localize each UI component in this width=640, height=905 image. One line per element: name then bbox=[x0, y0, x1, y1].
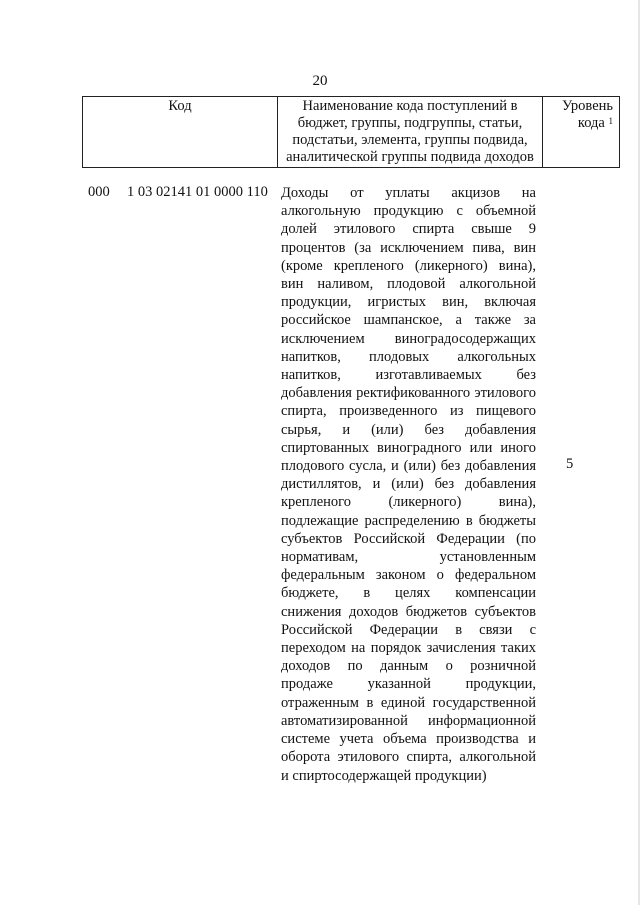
header-row bbox=[83, 97, 620, 168]
code-level: 5 bbox=[566, 456, 574, 472]
page-number: 20 bbox=[312, 73, 328, 89]
header-level bbox=[543, 97, 620, 168]
income-description: Доходы от уплаты акцизов на алкогольную продукцию с объемной долей этилового спирта свыше 9 процентов (за исключением пива, вин (кроме крепленого (ликерного) вина), вин наливом, плодовой алкогольной продукции, игристых вин, включая российское шампанское, а также за исключением виноградосодержащих напитков, плодовых алкогольных напитков, изготавливаемых без добавления ректификованного этилового спирта, произведенного из пищевого сырья, и (или) без добавления спиртованных виноградного или иного плодового сусла, и (или) без добавления дистиллятов, и (или) без добавления крепленого (ликерного) вина), подлежащие распределению в бюджеты субъектов Российской Федерации (по нормативам, установленным федеральным законом о федеральном бюджете, в целях компенсации снижения доходов бюджетов субъектов Российской Федерации в связи с переходом на порядок зачисления таких доходов по данным о розничной продаже указанной продукции, отраженным в единой государственной автоматизированной информационной системе учета объема производства и оборота этилового спирта, алкогольной и спиртосодержащей продукции) bbox=[281, 185, 536, 784]
header-name: Наименование кода поступлений в бюджет, группы, подгруппы, статьи, подстатьи, элемента, группы подвида, аналитической группы подвида доходов bbox=[278, 97, 543, 168]
admin-code: 000 bbox=[88, 184, 110, 200]
header-level-label: Уровень кода bbox=[561, 98, 613, 131]
kbk-code: 1 03 02141 01 0000 110 bbox=[127, 184, 268, 200]
header-level-footnote: 1 bbox=[608, 116, 613, 126]
header-code: Код bbox=[83, 97, 278, 168]
header-table bbox=[82, 96, 620, 168]
